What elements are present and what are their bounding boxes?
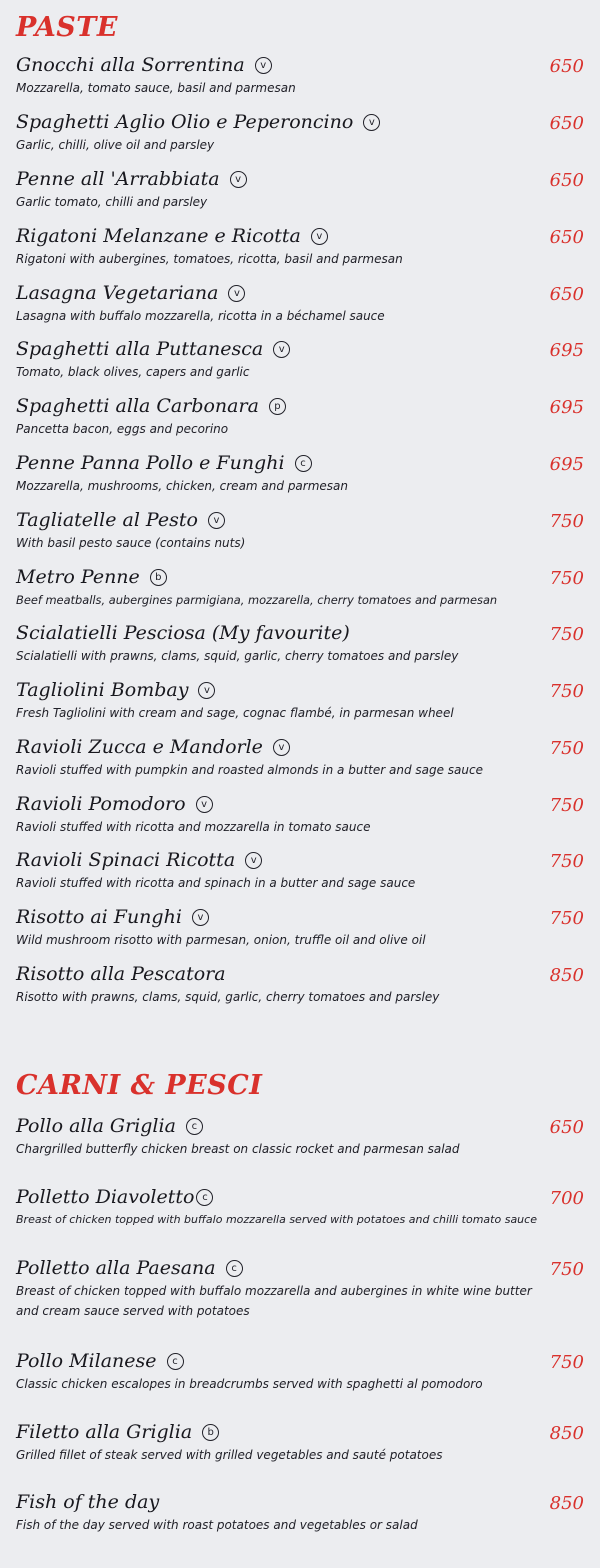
- beef-badge-icon: b: [150, 569, 167, 586]
- item-name-text: Pollo Milanese: [16, 1350, 157, 1372]
- menu-item: [16, 1115, 584, 1159]
- item-price: 850: [549, 965, 584, 986]
- item-price: 650: [549, 170, 584, 191]
- menu-item: [16, 679, 584, 723]
- item-name: [16, 395, 584, 417]
- vegetarian-badge-icon: v: [273, 739, 290, 756]
- item-description: Breast of chicken topped with buffalo mozzarella and aubergines in white wine butter and cream sauce served with potatoes: [16, 1284, 532, 1318]
- item-description: Grilled fillet of steak served with grilled vegetables and sauté potatoes: [16, 1448, 443, 1462]
- item-description: Beef meatballs, aubergines parmigiana, mozzarella, cherry tomatoes and parmesan: [16, 593, 498, 607]
- item-price: 750: [549, 1352, 584, 1373]
- item-name-text: Risotto ai Funghi: [16, 906, 182, 928]
- item-name: [16, 168, 584, 190]
- item-price: 700: [549, 1188, 584, 1209]
- item-name: [16, 963, 584, 985]
- item-price: 650: [549, 56, 584, 77]
- item-description: Scialatielli with prawns, clams, squid, garlic, cherry tomatoes and parsley: [16, 649, 459, 663]
- item-name-text: Polletto alla Paesana: [16, 1257, 216, 1279]
- item-name: [16, 1186, 584, 1208]
- item-name-text: Ravioli Pomodoro: [16, 793, 186, 815]
- item-price: 695: [549, 340, 584, 361]
- item-name-text: Fish of the day: [16, 1491, 160, 1513]
- item-price: 750: [549, 738, 584, 759]
- item-price: 850: [549, 1423, 584, 1444]
- vegetarian-badge-icon: v: [363, 114, 380, 131]
- item-name-text: Tagliolini Bombay: [16, 679, 189, 701]
- item-name: [16, 509, 584, 531]
- item-name: [16, 849, 584, 871]
- item-name: [16, 1257, 584, 1279]
- item-name-text: Spaghetti Aglio Olio e Peperoncino: [16, 111, 354, 133]
- vegetarian-badge-icon: v: [228, 285, 245, 302]
- item-description: Fresh Tagliolini with cream and sage, cognac flambé, in parmesan wheel: [16, 706, 454, 720]
- item-name-text: Filetto alla Griglia: [16, 1421, 193, 1443]
- item-name: [16, 793, 584, 815]
- menu-item: [16, 509, 584, 553]
- item-price: 695: [549, 397, 584, 418]
- item-price: 850: [549, 1493, 584, 1514]
- menu-item: [16, 963, 584, 1007]
- section-title-carni-pesci: CARNI & PESCI: [16, 1070, 263, 1101]
- item-description: Ravioli stuffed with ricotta and mozzarella in tomato sauce: [16, 820, 371, 834]
- item-name: [16, 225, 584, 247]
- vegetarian-badge-icon: v: [311, 228, 328, 245]
- item-description: Lasagna with buffalo mozzarella, ricotta in a béchamel sauce: [16, 309, 385, 323]
- pork-badge-icon: p: [269, 398, 286, 415]
- chicken-badge-icon: c: [196, 1189, 213, 1206]
- chicken-badge-icon: c: [295, 455, 312, 472]
- vegetarian-badge-icon: v: [255, 57, 272, 74]
- item-name: [16, 679, 584, 701]
- item-description: Garlic tomato, chilli and parsley: [16, 195, 208, 209]
- item-description: Garlic, chilli, olive oil and parsley: [16, 138, 215, 152]
- item-description: Tomato, black olives, capers and garlic: [16, 365, 250, 379]
- item-name-text: Scialatielli Pesciosa (My favourite): [16, 622, 350, 644]
- item-name-text: Risotto alla Pescatora: [16, 963, 226, 985]
- item-name-text: Penne Panna Pollo e Funghi: [16, 452, 285, 474]
- item-description: Mozzarella, tomato sauce, basil and parmesan: [16, 81, 296, 95]
- menu-item: [16, 1491, 584, 1535]
- menu-item: [16, 906, 584, 950]
- menu-item: [16, 338, 584, 382]
- vegetarian-badge-icon: v: [198, 682, 215, 699]
- menu-item: [16, 1257, 584, 1321]
- item-name-text: Spaghetti alla Carbonara: [16, 395, 259, 417]
- vegetarian-badge-icon: v: [196, 796, 213, 813]
- item-name: [16, 1421, 584, 1443]
- item-description: Rigatoni with aubergines, tomatoes, ricotta, basil and parmesan: [16, 252, 403, 266]
- menu-item: [16, 849, 584, 893]
- menu-item: [16, 395, 584, 439]
- item-price: 750: [549, 851, 584, 872]
- chicken-badge-icon: c: [186, 1118, 203, 1135]
- item-description: Ravioli stuffed with ricotta and spinach in a butter and sage sauce: [16, 876, 416, 890]
- item-name-text: Pollo alla Griglia: [16, 1115, 176, 1137]
- item-name-text: Spaghetti alla Puttanesca: [16, 338, 264, 360]
- vegetarian-badge-icon: v: [273, 341, 290, 358]
- menu-item: [16, 622, 584, 666]
- item-description: Mozzarella, mushrooms, chicken, cream and parmesan: [16, 479, 349, 493]
- item-price: 750: [549, 568, 584, 589]
- item-price: 650: [549, 227, 584, 248]
- menu-item: [16, 793, 584, 837]
- item-name: [16, 622, 584, 644]
- menu-item: [16, 452, 584, 496]
- item-name: [16, 1115, 584, 1137]
- item-name: [16, 906, 584, 928]
- item-name: [16, 111, 584, 133]
- item-name-text: Gnocchi alla Sorrentina: [16, 54, 245, 76]
- item-description: Wild mushroom risotto with parmesan, onion, truffle oil and olive oil: [16, 933, 426, 947]
- menu-item: [16, 168, 584, 212]
- item-name-text: Penne all 'Arrabbiata: [16, 168, 220, 190]
- item-description: Pancetta bacon, eggs and pecorino: [16, 422, 229, 436]
- item-name-text: Polletto Diavoletto: [16, 1186, 195, 1208]
- menu-item: [16, 54, 584, 98]
- item-price: 750: [549, 1259, 584, 1280]
- item-description: Chargrilled butterfly chicken breast on classic rocket and parmesan salad: [16, 1142, 460, 1156]
- menu-item: [16, 1350, 584, 1394]
- section-title-paste: PASTE: [16, 12, 118, 43]
- item-price: 750: [549, 795, 584, 816]
- item-description: Risotto with prawns, clams, squid, garlic, cherry tomatoes and parsley: [16, 990, 440, 1004]
- menu-item: [16, 111, 584, 155]
- item-price: 750: [549, 624, 584, 645]
- item-name-text: Rigatoni Melanzane e Ricotta: [16, 225, 301, 247]
- item-price: 650: [549, 284, 584, 305]
- beef-badge-icon: b: [202, 1424, 219, 1441]
- item-description: Fish of the day served with roast potatoes and vegetables or salad: [16, 1518, 418, 1532]
- item-name-text: Lasagna Vegetariana: [16, 282, 219, 304]
- item-name: [16, 452, 584, 474]
- item-price: 750: [549, 908, 584, 929]
- item-name: [16, 1350, 584, 1372]
- menu-item: [16, 225, 584, 269]
- menu-item: [16, 566, 584, 610]
- item-name: [16, 54, 584, 76]
- vegetarian-badge-icon: v: [192, 909, 209, 926]
- item-description: Classic chicken escalopes in breadcrumbs served with spaghetti al pomodoro: [16, 1377, 483, 1391]
- chicken-badge-icon: c: [226, 1260, 243, 1277]
- menu-item: [16, 736, 584, 780]
- item-description: Breast of chicken topped with buffalo mozzarella served with potatoes and chilli tomato sauce: [16, 1213, 537, 1226]
- vegetarian-badge-icon: v: [230, 171, 247, 188]
- item-name-text: Metro Penne: [16, 566, 140, 588]
- vegetarian-badge-icon: v: [208, 512, 225, 529]
- item-name: [16, 282, 584, 304]
- menu-item: [16, 282, 584, 326]
- item-price: 650: [549, 1117, 584, 1138]
- item-name-text: Tagliatelle al Pesto: [16, 509, 198, 531]
- menu-item: [16, 1421, 584, 1465]
- item-price: 650: [549, 113, 584, 134]
- chicken-badge-icon: c: [167, 1353, 184, 1370]
- item-price: 695: [549, 454, 584, 475]
- item-price: 750: [549, 511, 584, 532]
- item-price: 750: [549, 681, 584, 702]
- item-name: [16, 1491, 584, 1513]
- item-name-text: Ravioli Zucca e Mandorle: [16, 736, 263, 758]
- item-description: Ravioli stuffed with pumpkin and roasted almonds in a butter and sage sauce: [16, 763, 483, 777]
- item-name: [16, 736, 584, 758]
- item-description: With basil pesto sauce (contains nuts): [16, 536, 246, 550]
- item-name: [16, 566, 584, 588]
- vegetarian-badge-icon: v: [245, 852, 262, 869]
- item-name: [16, 338, 584, 360]
- item-name-text: Ravioli Spinaci Ricotta: [16, 849, 236, 871]
- menu-item: [16, 1186, 584, 1230]
